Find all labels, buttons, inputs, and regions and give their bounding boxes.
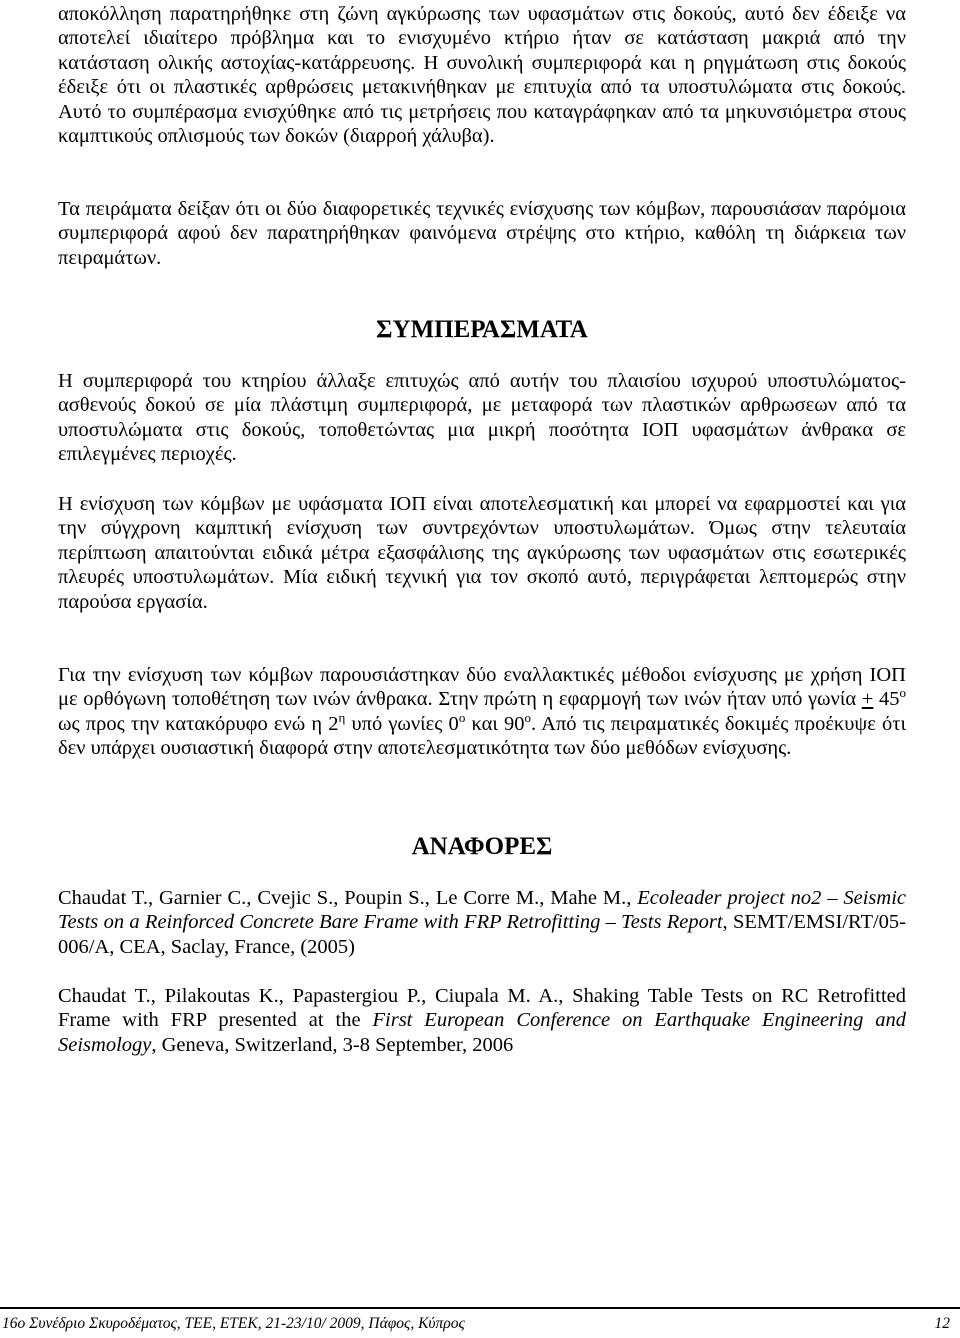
- text-segment: Για την ενίσχυση των κόμβων παρουσιάστηκαν δύο εναλλακτικές μέθοδοι ενίσχυσης με χρήση ΙΟΠ με ορθόγωνη τοποθέτηση των ινών άνθρακα. Στην πρώτη η εφαρμογή των ινών ήταν υπό γωνία: [58, 664, 906, 711]
- text-segment: . Από τις πειραματικές δοκιμές προέκυψε ότι δεν υπάρχει ουσιαστική διαφορά στην αποτελεσματικότητα των δύο μεθόδων ενίσχυσης.: [58, 712, 906, 760]
- heading-conclusions: ΣΥΜΠΕΡΑΣΜΑΤΑ: [376, 316, 588, 343]
- degree-sup: ο: [524, 709, 532, 725]
- text-segment: ως προς την κατακόρυφο ενώ η 2: [58, 712, 339, 735]
- paragraph-debonding: αποκόλληση παρατηρήθηκε στη ζώνη αγκύρωσης των υφασμάτων στις δοκούς, αυτό δεν έδειξε να αποτελεί ιδιαίτερο πρόβλημα και το ενισχυμένο κτήριο ήταν σε κατάσταση μακριά από την κατάσταση ολικής αστοχίας-κατάρρευσης. Η συνολική συμπεριφορά και η ρηγμάτωση στις δοκούς έδειξε ότι οι πλαστικές αρθρώσεις μετακινήθηκαν με επιτυχία από τα υποστυλώματα στις δοκούς. Αυτό το συμπέρασμα ενισχύθηκε από τις μετρήσεις που καταγράφηκαν από τα μηκυνσιόμετρα στους καμπτικούς οπλισμούς των δοκών (διαρροή χάλυβα).: [58, 3, 906, 148]
- reference-details: , SEMT/EMSI/RT/05-006/A, CEA, Saclay, France, (2005): [58, 911, 907, 958]
- paragraph-conclusion-behaviour: Η συμπεριφορά του κτηρίου άλλαξε επιτυχώς από αυτήν του πλαισίου ισχυρού υποστυλώματος-ασθενούς δοκού σε μία πλάστιμη συμπεριφορά, με μεταφορά των πλαστικών αρθρωσεων από τα υποστυλώματα στις δοκούς, τοποθετώντας μια μικρή ποσότητα ΙΟΠ υφασμάτων άνθρακα σε επιλεγμένες περιοχές.: [58, 370, 906, 466]
- reference-1: [58, 886, 906, 959]
- paragraph-conclusion-joints: Η ενίσχυση των κόμβων με υφάσματα ΙΟΠ είναι αποτελεσματική και μπορεί να εφαρμοστεί και για την σύγχρονη καμπτική ενίσχυση των συντρεχόντων υποστυλωμάτων. Όμως στην τελευταία περίπτωση απαιτούνται ειδικά μέτρα εξασφάλισης της αγκύρωσης των υφασμάτων στις εσωτερικές πλευρές υποστυλωμάτων. Μία ειδική τεχνική για τον σκοπό αυτό, περιγράφεται λεπτομερώς στην παρούσα εργασία.: [58, 493, 906, 613]
- reference-2: [58, 984, 906, 1057]
- paragraph-conclusion-methods: [58, 663, 906, 761]
- reference-title: Ecoleader project no2 – Seismic Tests on a Reinforced Concrete Bare Frame with FRP Retrofitting – Tests Report: [58, 887, 906, 934]
- degree-sup: ο: [458, 709, 466, 725]
- reference-authors: Chaudat T., Garnier C., Cvejic S., Poupin S., Le Corre M., Mahe M.,: [58, 887, 638, 909]
- reference-venue: First European Conference on Earthquake Engineering and Seismology: [58, 1009, 906, 1056]
- paragraph-experiments: Τα πειράματα δείξαν ότι οι δύο διαφορετικές τεχνικές ενίσχυσης των κόμβων, παρουσιάσαν παρόμοια συμπεριφορά αφού δεν παρατηρήθηκαν φαινόμενα στρέψης στο κτήριο, καθόλη τη διάρκεια των πειραμάτων.: [58, 198, 906, 269]
- text-segment: υπό γωνίες 0: [345, 712, 459, 735]
- footer-conference: 16ο Συνέδριο Σκυροδέματος, ΤΕΕ, ΕΤΕΚ, 21-23/10/ 2009, Πάφος, Κύπρος: [2, 1315, 465, 1332]
- reference-details: , Geneva, Switzerland, 3-8 September, 2006: [151, 1033, 514, 1056]
- heading-references: ΑΝΑΦΟΡΕΣ: [411, 833, 553, 860]
- plus-minus-sign: +: [861, 688, 874, 711]
- ordinal-sup: η: [338, 709, 346, 725]
- degree-sup: ο: [899, 685, 906, 701]
- reference-authors: Chaudat T., Pilakoutas K., Papastergiou P., Ciupala M. A., Shaking Table Tests on RC Retrofitted Frame with FRP presented at the: [58, 985, 906, 1032]
- text-segment: και 90: [465, 712, 525, 735]
- footer-divider: [0, 1307, 960, 1309]
- text-segment: 45: [873, 688, 900, 711]
- page-number: 12: [934, 1315, 950, 1332]
